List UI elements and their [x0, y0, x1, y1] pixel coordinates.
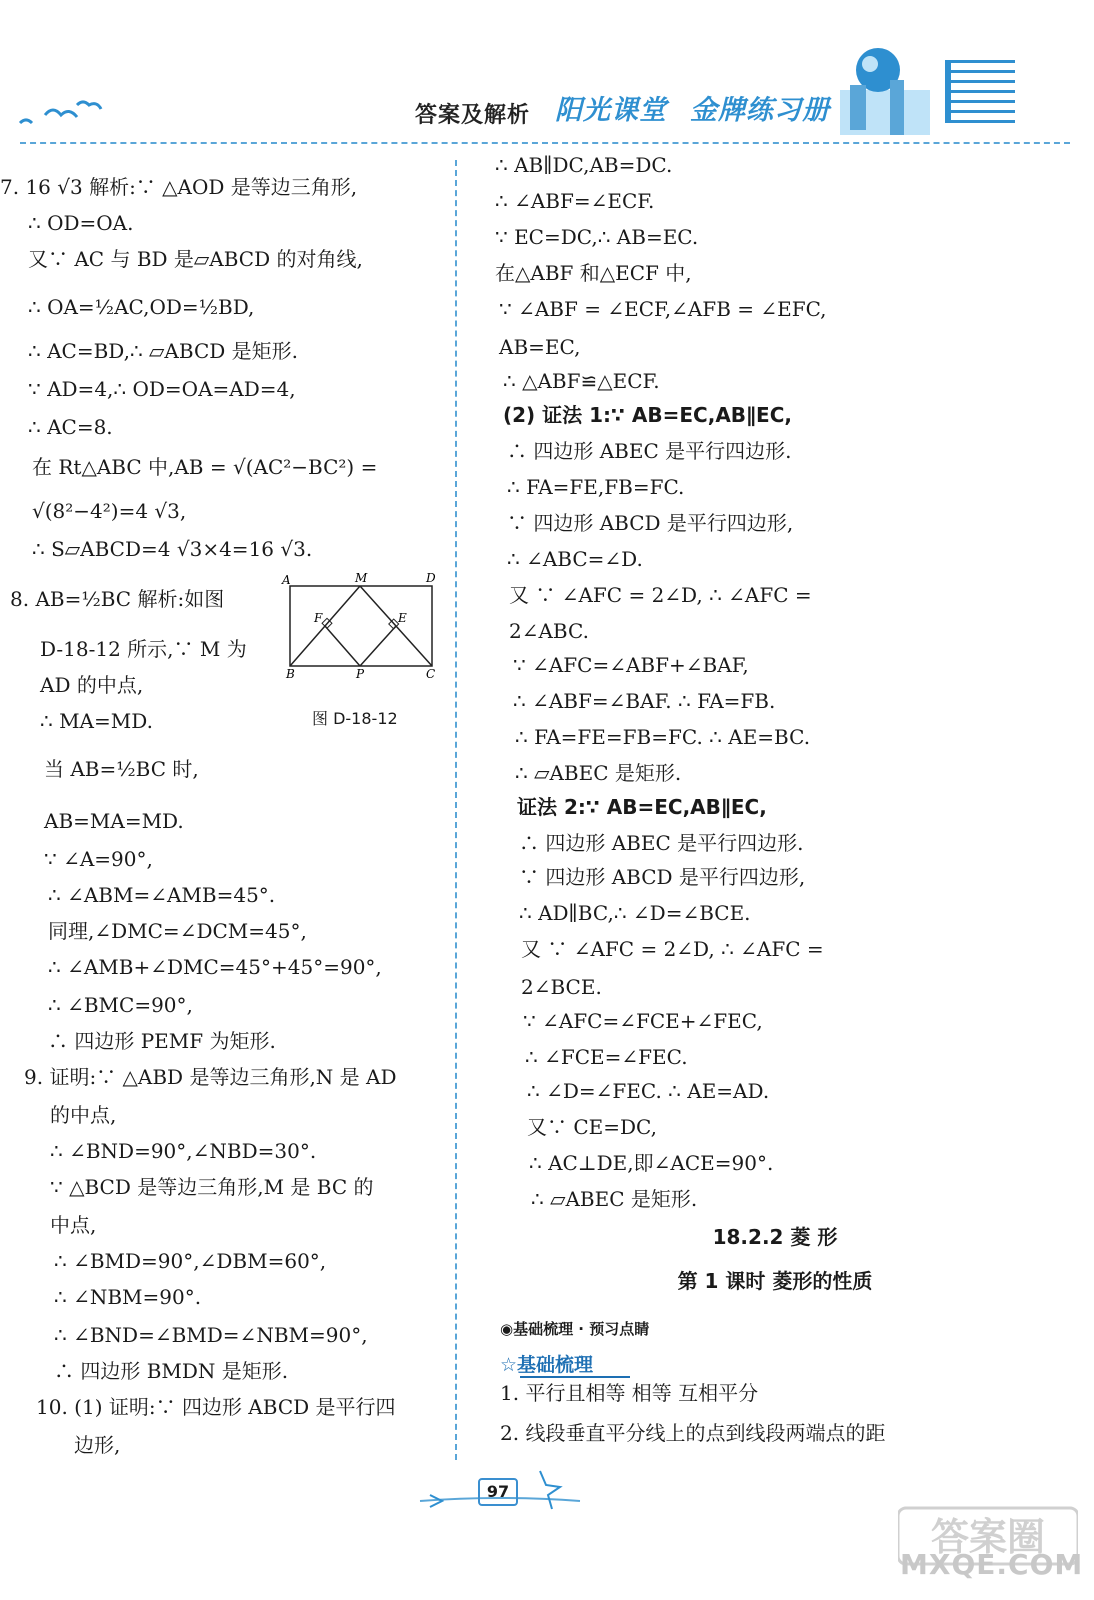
section-badge: ◉基础梳理 · 预习点睛 [500, 1320, 650, 1338]
text-line: ∵ △BCD 是等边三角形,M 是 BC 的 [50, 1175, 374, 1199]
lesson-title: 第 1 课时 菱形的性质 [677, 1269, 873, 1293]
text-line: 在 Rt△ABC 中,AB = √(AC²−BC²) = [32, 455, 378, 479]
text-line: ∵ ∠ABF = ∠ECF,∠AFB = ∠EFC, [499, 297, 827, 321]
text-line: ∴ OD=OA. [28, 211, 134, 235]
text-line: 又∵ CE=DC, [527, 1115, 657, 1139]
text-line: ∴ ∠ABF=∠BAF. ∴ FA=FB. [513, 689, 776, 713]
text-line: √(8²−4²)=4 √3, [32, 499, 187, 523]
text-line: 当 AB=½BC 时, [44, 757, 199, 781]
birds-icon [15, 95, 105, 135]
text-line: ∵ 四边形 ABCD 是平行四边形, [507, 511, 794, 535]
text-line: 又∵ AC 与 BD 是▱ABCD 的对角线, [28, 247, 363, 271]
text-line: ∴ ▱ABEC 是矩形. [531, 1187, 698, 1211]
header-art-icon [830, 30, 1070, 140]
text-line: 7. 16 √3 解析:∵ △AOD 是等边三角形, [0, 175, 358, 199]
text-line: ∴ ∠ABM=∠AMB=45°. [48, 883, 276, 907]
text-line: ∴ 四边形 PEMF 为矩形. [48, 1029, 276, 1053]
text-line: 又 ∵ ∠AFC = 2∠D, ∴ ∠AFC = [521, 937, 824, 961]
figure-rectangle-diagram [280, 572, 440, 682]
text-line: ∴ FA=FE,FB=FC. [507, 475, 685, 499]
fig-label-p: P [356, 667, 365, 681]
subsection-heading [500, 1350, 593, 1377]
text-line: ∴ OA=½AC,OD=½BD, [28, 295, 255, 319]
text-line: 的中点, [50, 1103, 117, 1127]
text-line: ∵ ∠AFC=∠ABF+∠BAF, [513, 653, 749, 677]
text-line: ∴ ∠ABF=∠ECF. [495, 189, 655, 213]
column-divider [455, 160, 457, 1460]
text-line: ∵ AD=4,∴ OD=OA=AD=4, [28, 377, 296, 401]
text-line: ∴ ▱ABEC 是矩形. [515, 761, 682, 785]
text-line: 在△ABF 和△ECF 中, [495, 261, 692, 285]
text-line: 中点, [50, 1213, 97, 1237]
text-line: ∴ ∠ABC=∠D. [507, 547, 643, 571]
text-line: 2∠ABC. [509, 619, 589, 643]
text-line: ∴ AC=BD,∴ ▱ABCD 是矩形. [28, 339, 298, 363]
section-title: 答案及解析 [415, 103, 531, 128]
answer-item: 1. 平行且相等 相等 互相平分 [500, 1381, 759, 1405]
fig-label-e: E [398, 611, 407, 625]
text-line: ∴ ∠FCE=∠FEC. [525, 1045, 688, 1069]
header-rule [20, 142, 1070, 144]
text-line: ∴ △ABF≌△ECF. [503, 369, 660, 393]
text-line: 同理,∠DMC=∠DCM=45°, [48, 919, 307, 943]
text-line: ∴ FA=FE=FB=FC. ∴ AE=BC. [515, 725, 811, 749]
page-header [0, 0, 1094, 150]
fig-label-c: C [426, 667, 436, 681]
text-line: ∴ ∠BND=∠BMD=∠NBM=90°, [54, 1323, 368, 1347]
text-line: 证法 2:∵ AB=EC,AB∥EC, [517, 795, 767, 819]
fig-label-m: M [355, 572, 368, 585]
text-line: ∴ AC=8. [28, 415, 113, 439]
fig-label-d: D [426, 572, 436, 585]
answer-item: 2. 线段垂直平分线上的点到线段两端点的距 [500, 1421, 886, 1445]
text-line: ∴ ∠BND=90°,∠NBD=30°. [50, 1139, 317, 1163]
text-line: 10. (1) 证明:∵ 四边形 ABCD 是平行四 [36, 1395, 396, 1419]
page-number: 97 [478, 1478, 518, 1506]
text-line: ∴ ∠AMB+∠DMC=45°+45°=90°, [48, 955, 382, 979]
text-line: 9. 证明:∵ △ABD 是等边三角形,N 是 AD [24, 1065, 397, 1089]
text-line: 8. AB=½BC 解析:如图 [10, 587, 225, 611]
watermark-url: MXQE.COM [900, 1548, 1084, 1581]
book-title: 金牌练习册 [690, 95, 830, 126]
fig-label-a: A [282, 573, 291, 587]
text-line: ∴ 四边形 ABEC 是平行四边形. [507, 439, 792, 463]
text-line: AB=MA=MD. [44, 809, 184, 833]
text-line: ∴ AC⊥DE,即∠ACE=90°. [529, 1151, 774, 1175]
section-number-title: 18.2.2 菱 形 [712, 1225, 838, 1249]
text-line: ∴ 四边形 ABEC 是平行四边形. [519, 831, 804, 855]
text-line: (2) 证法 1:∵ AB=EC,AB∥EC, [503, 403, 792, 427]
text-line: ∵ EC=DC,∴ AB=EC. [495, 225, 699, 249]
text-line: ∴ ∠BMD=90°,∠DBM=60°, [54, 1249, 327, 1273]
figure-caption: 图 D-18-12 [312, 709, 398, 728]
text-line: ∴ S▱ABCD=4 √3×4=16 √3. [32, 537, 313, 561]
text-line: 又 ∵ ∠AFC = 2∠D, ∴ ∠AFC = [509, 583, 812, 607]
text-line: ∴ ∠BMC=90°, [48, 993, 193, 1017]
watermark-logo: 答案圈 [930, 1514, 1046, 1559]
text-line: ∴ ∠NBM=90°. [54, 1285, 202, 1309]
text-line: ∴ AD∥BC,∴ ∠D=∠BCE. [519, 901, 751, 925]
text-line: ∴ MA=MD. [40, 709, 153, 733]
text-line: AD 的中点, [40, 673, 144, 697]
text-line: ∵ ∠A=90°, [44, 847, 153, 871]
text-line: 边形, [74, 1433, 121, 1457]
text-line: ∴ 四边形 BMDN 是矩形. [54, 1359, 289, 1383]
fig-label-f: F [314, 611, 323, 625]
text-line: 2∠BCE. [521, 975, 602, 999]
text-line: ∵ 四边形 ABCD 是平行四边形, [519, 865, 806, 889]
brand-title: 阳光课堂 [555, 95, 667, 126]
subsection-heading-text: ☆基础梳理 [500, 1354, 594, 1376]
fig-label-b: B [286, 667, 295, 681]
text-line: D-18-12 所示,∵ M 为 [40, 637, 247, 661]
text-line: ∴ AB∥DC,AB=DC. [495, 153, 673, 177]
text-line: ∴ ∠D=∠FEC. ∴ AE=AD. [527, 1079, 770, 1103]
text-line: AB=EC, [499, 335, 581, 359]
text-line: ∵ ∠AFC=∠FCE+∠FEC, [523, 1009, 763, 1033]
